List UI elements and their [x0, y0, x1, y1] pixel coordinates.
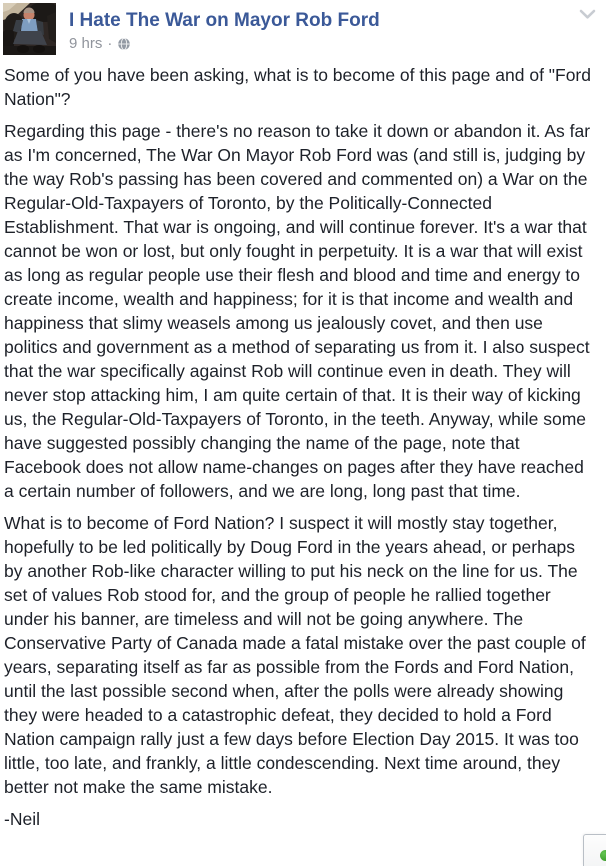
globe-public-icon: [117, 37, 131, 51]
post-body-text: [0, 55, 606, 831]
post-header: [0, 0, 606, 55]
post-menu-button[interactable]: [577, 7, 598, 22]
post-timestamp[interactable]: 9 hrs: [69, 35, 103, 52]
post-paragraph: Regarding this page - there's no reason to take it down or abandon it. As far as I'm concerned, The War On Mayor Rob Ford was (and still is, judging by the way Rob's passing has been covered and commented on) a War on the Regular-Old-Taxpayers of Toronto, by the Politically-Connected Establishment. That war is ongoing, and will continue forever. It's a war that cannot be won or lost, but only fought in perpetuity. It is a war that will exist as long as regular people use their flesh and blood and time and energy to create income, wealth and happiness; for it is that income and wealth and happiness that slimy weasels among us jealously covet, and then use politics and government as a method of separating us from it. I also suspect that the war specifically against Rob will continue even in death. They will never stop attacking him, I am quite certain of that. It is their way of kicking us, the Regular-Old-Taxpayers of Toronto, in the teeth. Anyway, while some have suggested possibly changing the name of the page, note that Facebook does not allow name-changes on pages after they have reached a certain number of followers, and we are long, long past that time.: [4, 121, 591, 501]
rob-ford-photo-icon: [3, 3, 56, 55]
post-paragraph: What is to become of Ford Nation? I suspect it will mostly stay together, hopefully to be led politically by Doug Ford in the years ahead, or perhaps by another Rob-like character willing to put his neck on the line for us. The set of values Rob stood for, and the group of people he rallied together under his banner, are timeless and will not be going anywhere. The Conservative Party of Canada made a fatal mistake over the past couple of years, separating itself as far as possible from the Fords and Ford Nation, until the last possible second when, after the polls were already showing they were headed to a catastrophic defeat, they decided to hold a Ford Nation campaign rally just a few days before Election Day 2015. It was too little, too late, and frankly, a little condescending. Next time around, they better not make the same mistake.: [4, 513, 586, 797]
chat-tab-corner[interactable]: [583, 834, 606, 866]
post-header-text: [69, 3, 380, 55]
page-avatar[interactable]: [3, 3, 56, 55]
chevron-down-icon: [579, 8, 596, 23]
post-paragraph: Some of you have been asking, what is to become of this page and of "Ford Nation"?: [4, 65, 591, 109]
post-signature: -Neil: [4, 809, 40, 829]
meta-separator: ·: [107, 35, 113, 52]
page-name-link[interactable]: I Hate The War on Mayor Rob Ford: [69, 10, 380, 31]
post-meta: [69, 36, 380, 51]
online-status-dot: [600, 850, 606, 861]
